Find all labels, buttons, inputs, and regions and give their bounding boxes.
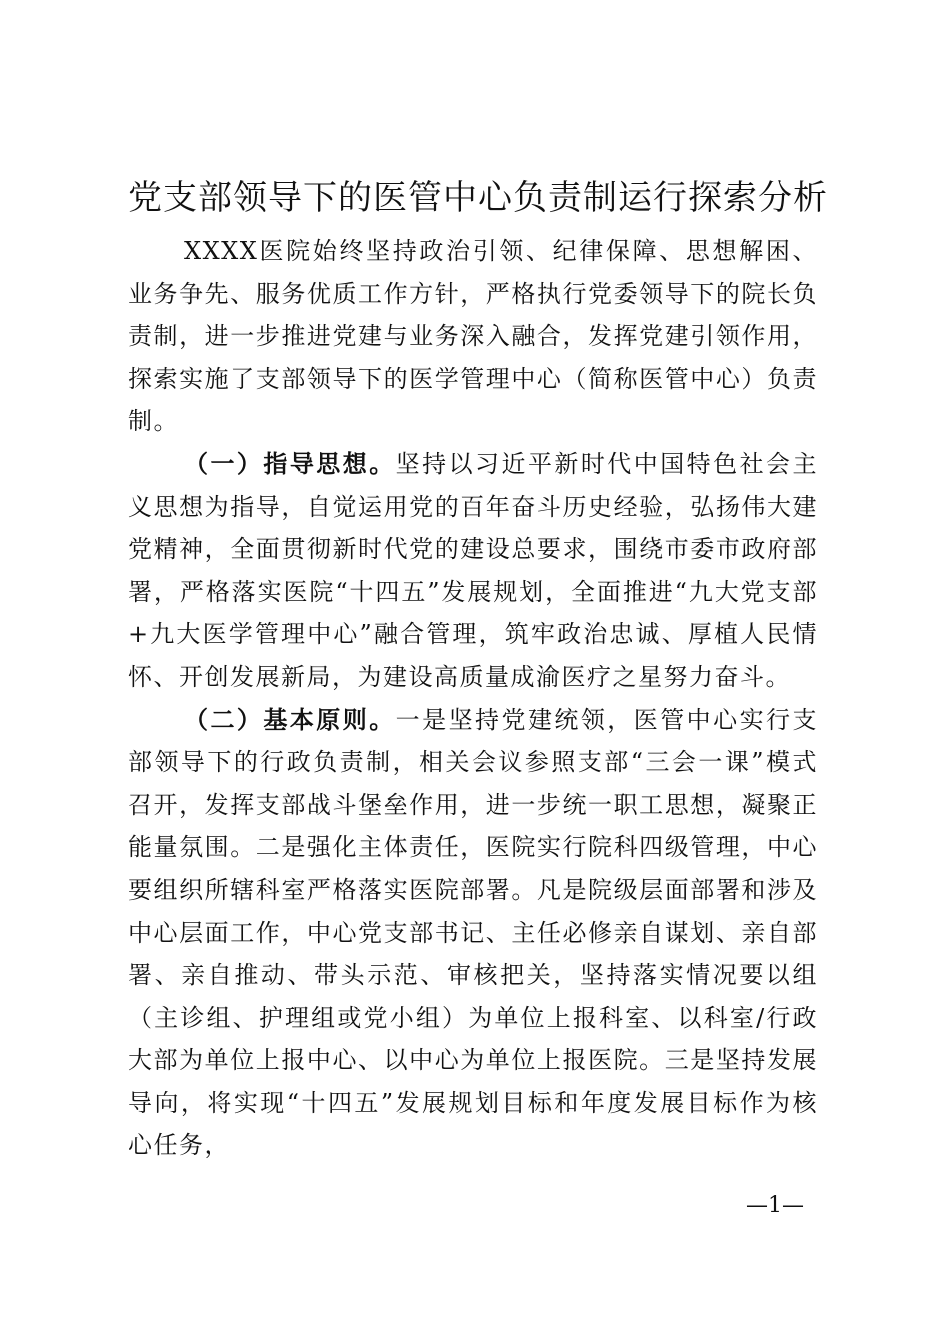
paragraph-intro-text: XXXX医院始终坚持政治引领、纪律保障、思想解困、业务争先、服务优质工作方针，严格执行党委领导下的院长负责制，进一步推进党建与业务深入融合，发挥党建引领作用，探索实施了支部领导下的医学管理中心（简称医管中心）负责制。 bbox=[128, 237, 818, 436]
paragraph-intro bbox=[128, 230, 818, 443]
paragraph-guiding-ideology-text: 坚持以习近平新时代中国特色社会主义思想为指导，自觉运用党的百年奋斗历史经验，弘扬伟大建党精神，全面贯彻新时代党的建设总要求，围绕市委市政府部署，严格落实医院“十四五”发展规划，全面推进“九大党支部+九大医学管理中心”融合管理，筑牢政治忠诚、厚植人民情怀、开创发展新局，为建设高质量成渝医疗之星努力奋斗。 bbox=[128, 449, 819, 691]
paragraph-guiding-ideology bbox=[128, 443, 818, 699]
paragraph-guiding-ideology-lead: （一）指导思想。 bbox=[184, 448, 396, 478]
paragraph-basic-principles bbox=[128, 699, 818, 1168]
document-body bbox=[128, 230, 818, 1167]
paragraph-basic-principles-lead: （二）基本原则。 bbox=[184, 704, 396, 734]
paragraph-basic-principles-text: 一是坚持党建统领，医管中心实行支部领导下的行政负责制，相关会议参照支部“三会一课”模式召开，发挥支部战斗堡垒作用，进一步统一职工思想，凝聚正能量氛围。二是强化主体责任，医院实行院科四级管理，中心要组织所辖科室严格落实医院部署。凡是院级层面部署和涉及中心层面工作，中心党支部书记、主任必修亲自谋划、亲自部署、亲自推动、带头示范、审核把关，坚持落实情况要以组（主诊组、护理组或党小组）为单位上报科室、以科室/行政大部为单位上报中心、以中心为单位上报医院。三是坚持发展导向，将实现“十四五”发展规划目标和年度发展目标作为核心任务， bbox=[128, 705, 819, 1160]
page-number: —1— bbox=[746, 1193, 804, 1218]
document-title: 党支部领导下的医管中心负责制运行探索分析 bbox=[128, 178, 828, 218]
